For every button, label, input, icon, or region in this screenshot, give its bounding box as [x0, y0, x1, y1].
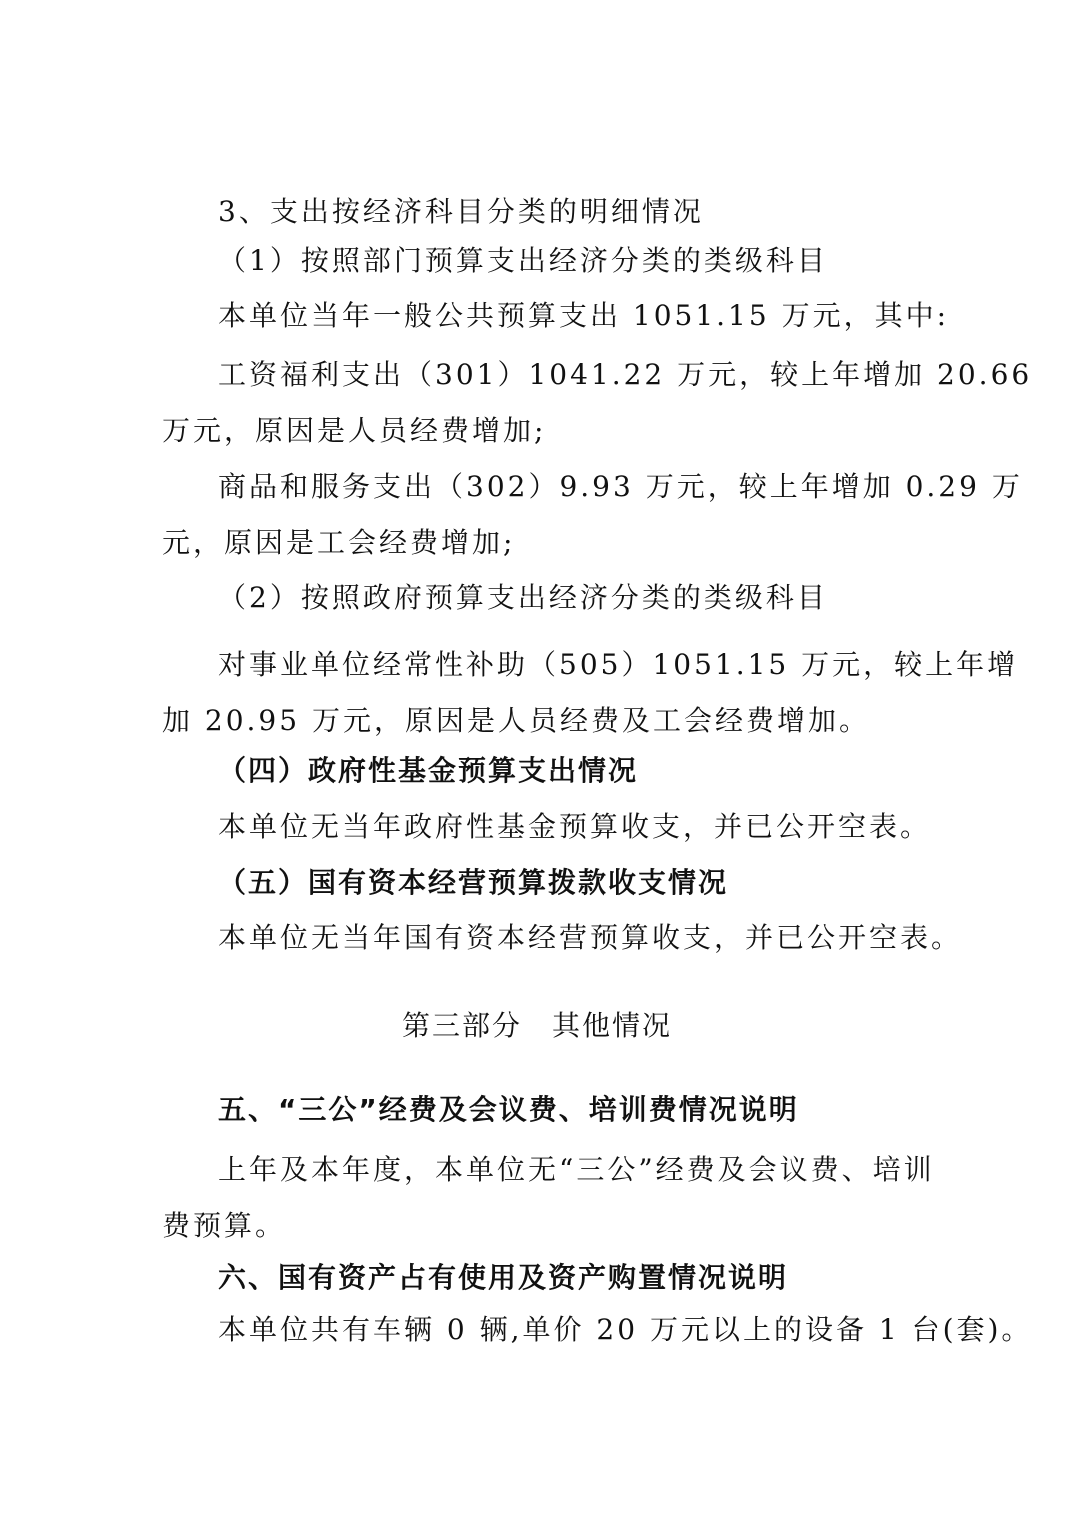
paragraph-line: （2）按照政府预算支出经济分类的类级科目 — [218, 581, 828, 614]
part-title: 第三部分 其他情况 — [401, 1009, 672, 1042]
section-heading: 六、国有资产占有使用及资产购置情况说明 — [218, 1261, 789, 1294]
section-heading: 五、“三公”经费及会议费、培训费情况说明 — [218, 1093, 799, 1126]
paragraph-line: 3、支出按经济科目分类的明细情况 — [218, 195, 704, 228]
paragraph-line: 元，原因是工会经费增加; — [162, 526, 516, 559]
paragraph-line: 本单位无当年国有资本经营预算收支，并已公开空表。 — [218, 921, 963, 954]
section-heading: （五）国有资本经营预算拨款收支情况 — [218, 866, 729, 899]
paragraph-line: （1）按照部门预算支出经济分类的类级科目 — [218, 244, 828, 277]
paragraph-line: 本单位当年一般公共预算支出 1051.15 万元，其中: — [218, 299, 950, 332]
paragraph-line: 上年及本年度，本单位无“三公”经费及会议费、培训 — [218, 1153, 935, 1186]
paragraph-line: 费预算。 — [162, 1209, 287, 1242]
section-heading: （四）政府性基金预算支出情况 — [218, 754, 639, 787]
paragraph-line: 本单位共有车辆 0 辆,单价 20 万元以上的设备 1 台(套)。 — [218, 1313, 1033, 1346]
paragraph-line: 万元，原因是人员经费增加; — [162, 414, 547, 447]
paragraph-line: 本单位无当年政府性基金预算收支，并已公开空表。 — [218, 810, 932, 843]
paragraph-line: 商品和服务支出（302）9.93 万元，较上年增加 0.29 万 — [218, 470, 1023, 503]
paragraph-line: 对事业单位经常性补助（505）1051.15 万元，较上年增 — [218, 648, 1019, 681]
paragraph-line: 工资福利支出（301）1041.22 万元，较上年增加 20.66 — [218, 358, 1033, 391]
paragraph-line: 加 20.95 万元，原因是人员经费及工会经费增加。 — [162, 704, 870, 737]
